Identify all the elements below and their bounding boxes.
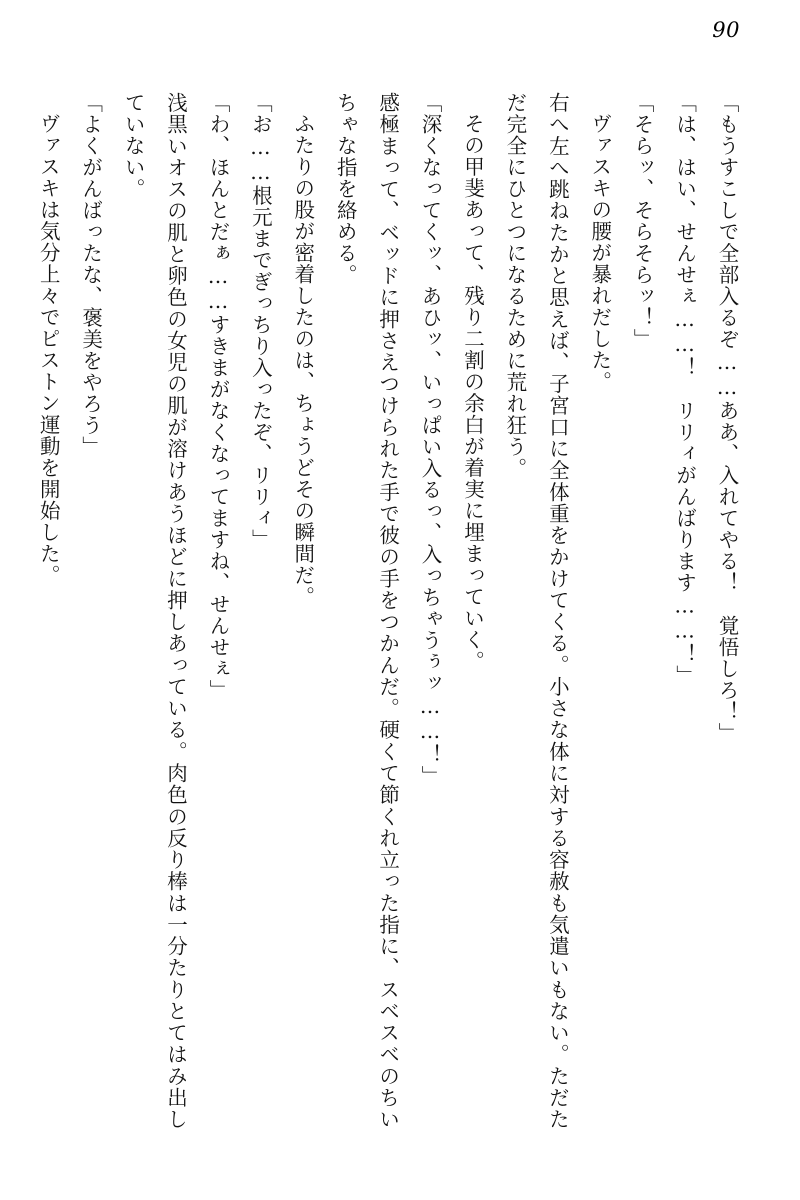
body-text-block [36, 92, 748, 1130]
paragraph: その甲斐あって、残り二割の余白が着実に埋まっていく。 [460, 113, 485, 672]
paragraph: 「は、はい、せんせぇ……！ リリィがんばります……！」 [672, 92, 697, 687]
paragraph: 右へ左へ跳ねたかと思えば、子宮口に全体重をかけてくる。小さな体に対する容赦も気遣いもない。ただただ完全にひとつになるために荒れ狂う。 [502, 92, 570, 1130]
paragraph: 「深くなってくッ、あひッ、いっぱい入るっ、入っちゃうぅッ……！」 [418, 92, 443, 787]
paragraph: 「お……根元までぎっちり入ったぞ、リリィ」 [248, 92, 273, 551]
paragraph: 感極まって、ベッドに押さえつけられた手で彼の手をつかんだ。硬くて節くれ立った指に、スベスベのちいちゃな指を絡める。 [333, 92, 400, 1130]
paragraph: ヴァスキの腰が暴れだした。 [587, 113, 612, 393]
paragraph: 「よくがんばったな、褒美をやろう」 [78, 92, 103, 458]
paragraph: 浅黒いオスの肌と卵色の女児の肌が溶けあうほどに押しあっている。肉色の反り棒は一分たりとてはみ出していない。 [121, 92, 188, 1130]
paragraph: 「もうすこしで全部入るぞ……ああ、入れてやる！ 覚悟しろ！」 [715, 92, 739, 744]
paragraph: 「わ、ほんとだぁ……すきまがなくなってますね、せんせぇ」 [205, 92, 230, 701]
paragraph: 「そらッ、そらそらッ！」 [630, 92, 655, 350]
page-number: 90 [712, 18, 740, 42]
paragraph: ふたりの股が密着したのは、ちょうどその瞬間だ。 [290, 113, 315, 608]
paragraph: ヴァスキは気分上々でピストン運動を開始した。 [36, 113, 61, 586]
